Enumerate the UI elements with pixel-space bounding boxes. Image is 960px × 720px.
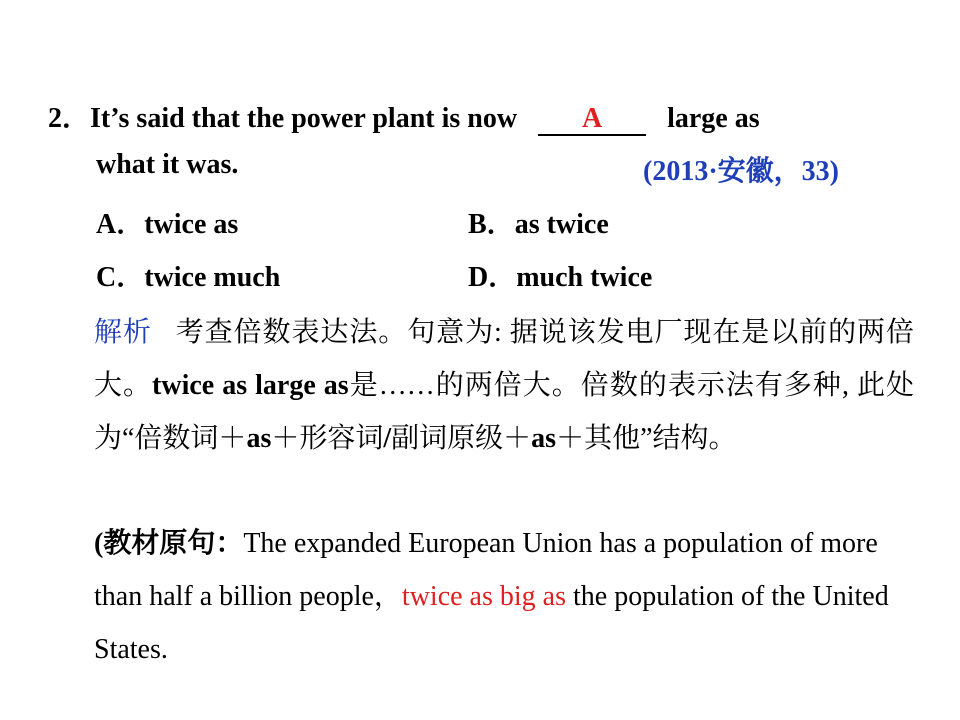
analysis-paragraph xyxy=(94,306,914,465)
option-a xyxy=(96,202,238,242)
option-text: twice much xyxy=(144,262,281,293)
option-c xyxy=(96,255,280,295)
option-letter: B． xyxy=(468,209,515,240)
analysis-label: 解析 xyxy=(94,317,152,348)
option-d xyxy=(468,255,652,295)
analysis-as-1: as xyxy=(246,423,272,454)
analysis-as-2: as xyxy=(531,423,557,454)
original-lead: (教材原句： xyxy=(94,528,244,559)
option-letter: A． xyxy=(96,209,145,240)
analysis-text-5: ＋其他”结构。 xyxy=(556,423,737,454)
answer-blank: A xyxy=(538,104,646,136)
original-highlight: twice as big as xyxy=(401,581,566,612)
analysis-text-4: 副词原级＋ xyxy=(391,423,532,454)
textbook-original-sentence xyxy=(94,517,912,676)
option-text: twice as xyxy=(144,209,239,240)
analysis-slash: / xyxy=(383,423,392,454)
analysis-text-1: 考查倍数表达法。句意为: 据说该发电厂现在是以前的两倍大。 xyxy=(94,317,914,401)
original-text-1: The expanded European Union has a population of more than half a billion people， xyxy=(94,528,878,612)
analysis-key-phrase: twice as large as xyxy=(152,370,349,401)
question-line-1 xyxy=(48,96,760,136)
option-text: much twice xyxy=(516,262,653,293)
option-letter: C． xyxy=(96,262,145,293)
option-text: as twice xyxy=(514,209,609,240)
original-text-2: the population of the United States. xyxy=(94,581,889,665)
question-text-after: large as xyxy=(667,103,760,134)
analysis-text-2: 是……的两倍大。倍数的表示法有多种, 此处为“倍数词＋ xyxy=(94,370,914,454)
question-line-2: what it was. xyxy=(96,149,239,180)
question-text-before: It’s said that the power plant is now xyxy=(90,103,518,134)
analysis-text-3: ＋形容词 xyxy=(271,423,384,454)
question-number: 2． xyxy=(48,103,91,134)
option-b xyxy=(468,202,609,242)
option-letter: D． xyxy=(468,262,517,293)
question-source: (2013·安徽，33) xyxy=(643,156,839,187)
